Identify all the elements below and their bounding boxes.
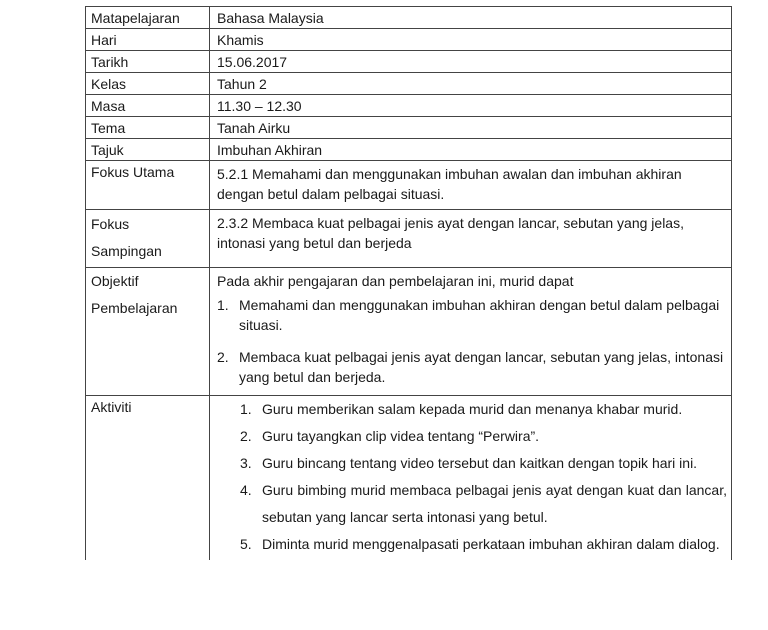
list-text: Membaca kuat pelbagai jenis ayat dengan lancar, sebutan yang jelas, intonasi yang betul dan berjeda. — [239, 349, 724, 385]
list-item — [217, 295, 727, 335]
row-value: 11.30 – 12.30 — [217, 98, 302, 114]
row-kelas — [86, 73, 731, 95]
list-text: Diminta murid menggenalpasati perkataan imbuhan akhiran dalam dialog. — [262, 536, 720, 552]
list-item — [240, 450, 727, 477]
fokus-sampingan-value: 2.3.2 Membaca kuat pelbagai jenis ayat dengan lancar, sebutan yang jelas, intonasi yang betul dan berjeda — [217, 215, 684, 251]
row-objektif — [86, 268, 731, 396]
row-tarikh — [86, 51, 731, 73]
objektif-content — [210, 268, 731, 395]
row-value: Khamis — [217, 32, 264, 48]
list-number: 2. — [217, 349, 229, 365]
row-matapelajaran — [86, 7, 731, 29]
row-label: Tajuk — [86, 139, 210, 160]
lesson-plan-table — [85, 6, 732, 560]
row-masa — [86, 95, 731, 117]
list-text: Guru memberikan salam kepada murid dan menanya khabar murid. — [262, 401, 683, 417]
aktiviti-content — [210, 396, 731, 560]
row-tema — [86, 117, 731, 139]
list-number: 1. — [240, 401, 252, 417]
row-fokus-sampingan — [86, 210, 731, 268]
row-aktiviti — [86, 396, 731, 560]
objektif-label — [86, 268, 210, 395]
label-line: Sampingan — [91, 243, 162, 259]
row-value: Tanah Airku — [217, 120, 291, 136]
list-item — [240, 423, 727, 450]
objektif-intro: Pada akhir pengajaran dan pembelajaran ini, murid dapat — [217, 273, 574, 289]
label-line: Fokus — [91, 216, 130, 232]
label-line: Pembelajaran — [91, 300, 178, 316]
row-value: Imbuhan Akhiran — [217, 142, 323, 158]
row-label: Aktiviti — [86, 396, 210, 560]
list-number: 5. — [240, 536, 252, 552]
row-label: Matapelajaran — [86, 7, 210, 28]
list-number: 2. — [240, 428, 252, 444]
objektif-list — [217, 295, 727, 387]
row-value: 5.2.1 Memahami dan menggunakan imbuhan awalan dan imbuhan akhiran dengan betul dalam pelbagai situasi. — [217, 166, 682, 202]
row-label: Hari — [86, 29, 210, 50]
row-value: 15.06.2017 — [217, 54, 288, 70]
row-label: Tema — [86, 117, 210, 138]
list-number: 3. — [240, 455, 252, 471]
list-item — [217, 347, 727, 387]
row-value: Bahasa Malaysia — [217, 10, 324, 26]
row-label: Kelas — [86, 73, 210, 94]
list-item — [240, 396, 727, 423]
list-number: 4. — [240, 482, 252, 498]
list-number: 1. — [217, 297, 229, 313]
row-label: Masa — [86, 95, 210, 116]
label-line: Objektif — [91, 273, 139, 289]
list-text: Memahami dan menggunakan imbuhan akhiran dengan betul dalam pelbagai situasi. — [239, 297, 720, 333]
list-text: Guru bincang tentang video tersebut dan kaitkan dengan topik hari ini. — [262, 455, 698, 471]
aktiviti-list — [240, 396, 727, 558]
row-tajuk — [86, 139, 731, 161]
list-item — [240, 477, 727, 531]
list-text: Guru bimbing murid membaca pelbagai jenis ayat dengan kuat dan lancar, sebutan yang lancar serta intonasi yang betul. — [262, 482, 727, 525]
row-label: Fokus Utama — [86, 161, 210, 209]
row-fokus-utama — [86, 161, 731, 210]
row-value: Tahun 2 — [217, 76, 267, 92]
row-hari — [86, 29, 731, 51]
list-item — [240, 531, 727, 558]
row-label: Tarikh — [86, 51, 210, 72]
list-text: Guru tayangkan clip videa tentang “Perwira”. — [262, 428, 540, 444]
fokus-sampingan-label — [86, 210, 210, 267]
